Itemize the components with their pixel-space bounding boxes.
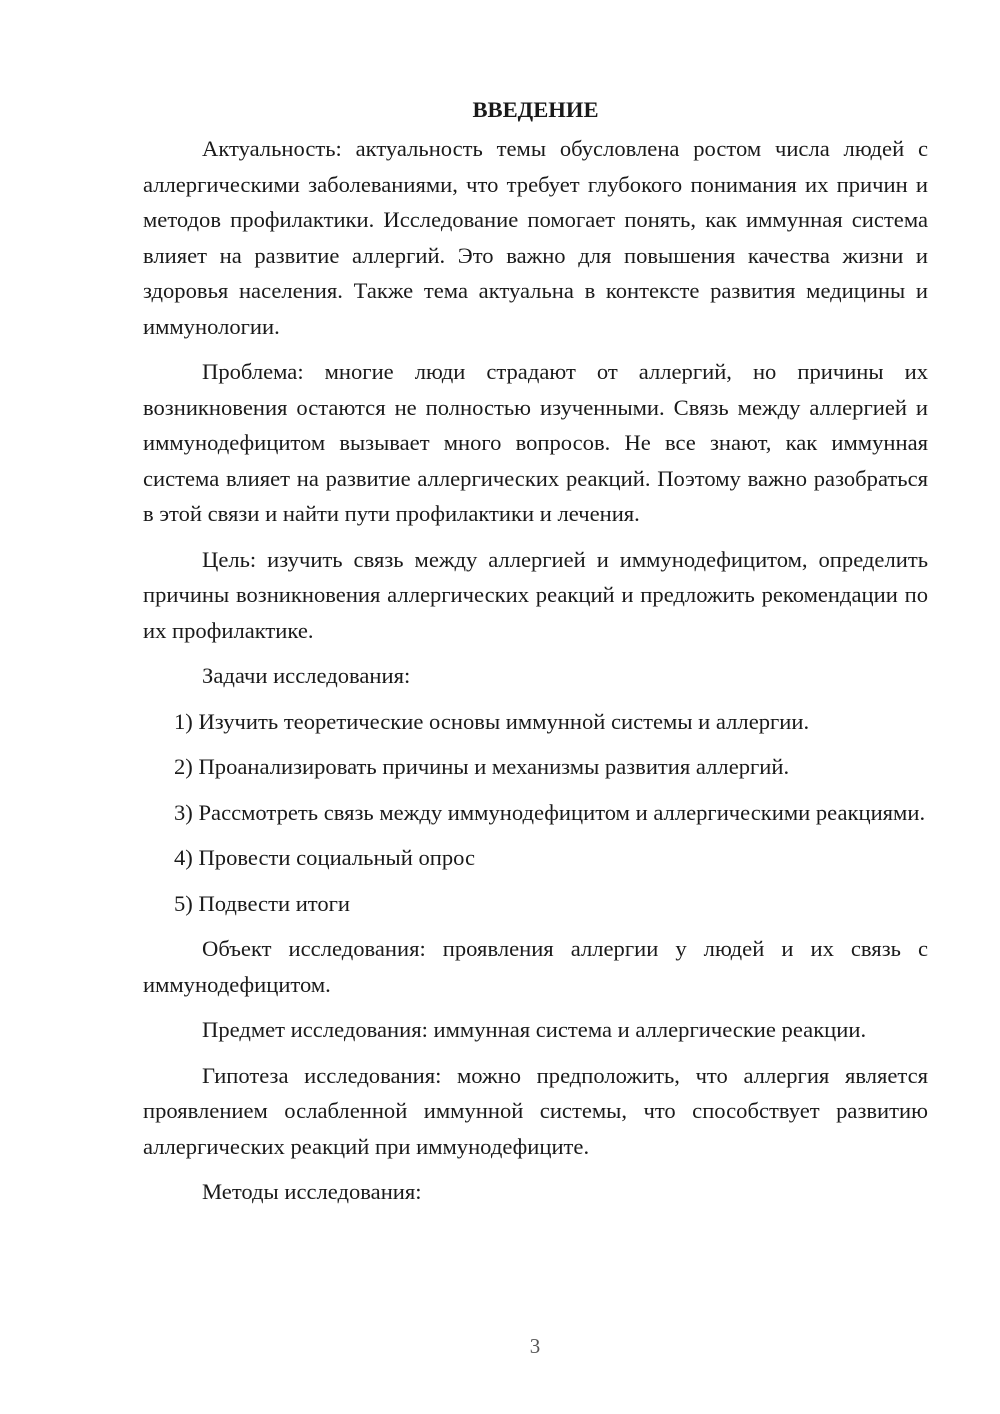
task-item-5: 5) Подвести итоги: [174, 890, 351, 916]
paragraph-object: Объект исследования: проявления аллергии у людей и их связь с иммунодефицитом.: [143, 936, 928, 997]
tasks-heading: Задачи исследования:: [202, 663, 411, 688]
task-item-2: 2) Проанализировать причины и механизмы развития аллергий.: [174, 754, 790, 779]
task-item-4: 4) Провести социальный опрос: [174, 845, 476, 870]
page-content: [143, 92, 928, 1220]
page-number: 3: [529, 1334, 541, 1358]
methods-heading: Методы исследования:: [202, 1179, 422, 1204]
task-item-1: 1) Изучить теоретические основы иммунной системы и аллергии.: [174, 708, 810, 734]
page-title: ВВЕДЕНИЕ: [472, 97, 599, 122]
task-item-3: 3) Рассмотреть связь между иммунодефицитом и аллергическими реакциями.: [174, 799, 926, 825]
paragraph-hypothesis: Гипотеза исследования: можно предположить, что аллергия является проявлением ослабленной иммунной системы, что способствует развитию аллергических реакций при иммунодефиците.: [143, 1062, 928, 1159]
paragraph-goal: Цель: изучить связь между аллергией и иммунодефицитом, определить причины возникновения аллергических реакций и предложить рекомендации по их профилактике.: [143, 546, 928, 643]
paragraph-problem: Проблема: многие люди страдают от аллергий, но причины их возникновения остаются не полностью изученными. Связь между аллергией и иммунодефицитом вызывает много вопросов. Не все знают, как иммунная система влияет на развитие аллергических реакций. Поэтому важно разобраться в этой связи и найти пути профилактики и лечения.: [143, 359, 928, 526]
paragraph-subject: Предмет исследования: иммунная система и аллергические реакции.: [202, 1017, 867, 1042]
paragraph-relevance: Актуальность: актуальность темы обусловлена ростом числа людей с аллергическими заболеваниями, что требует глубокого понимания их причин и методов профилактики. Исследование помогает понять, как иммунная система влияет на развитие аллергий. Это важно для повышения качества жизни и здоровья населения. Также тема актуальна в контексте развития медицины и иммунологии.: [143, 136, 928, 339]
